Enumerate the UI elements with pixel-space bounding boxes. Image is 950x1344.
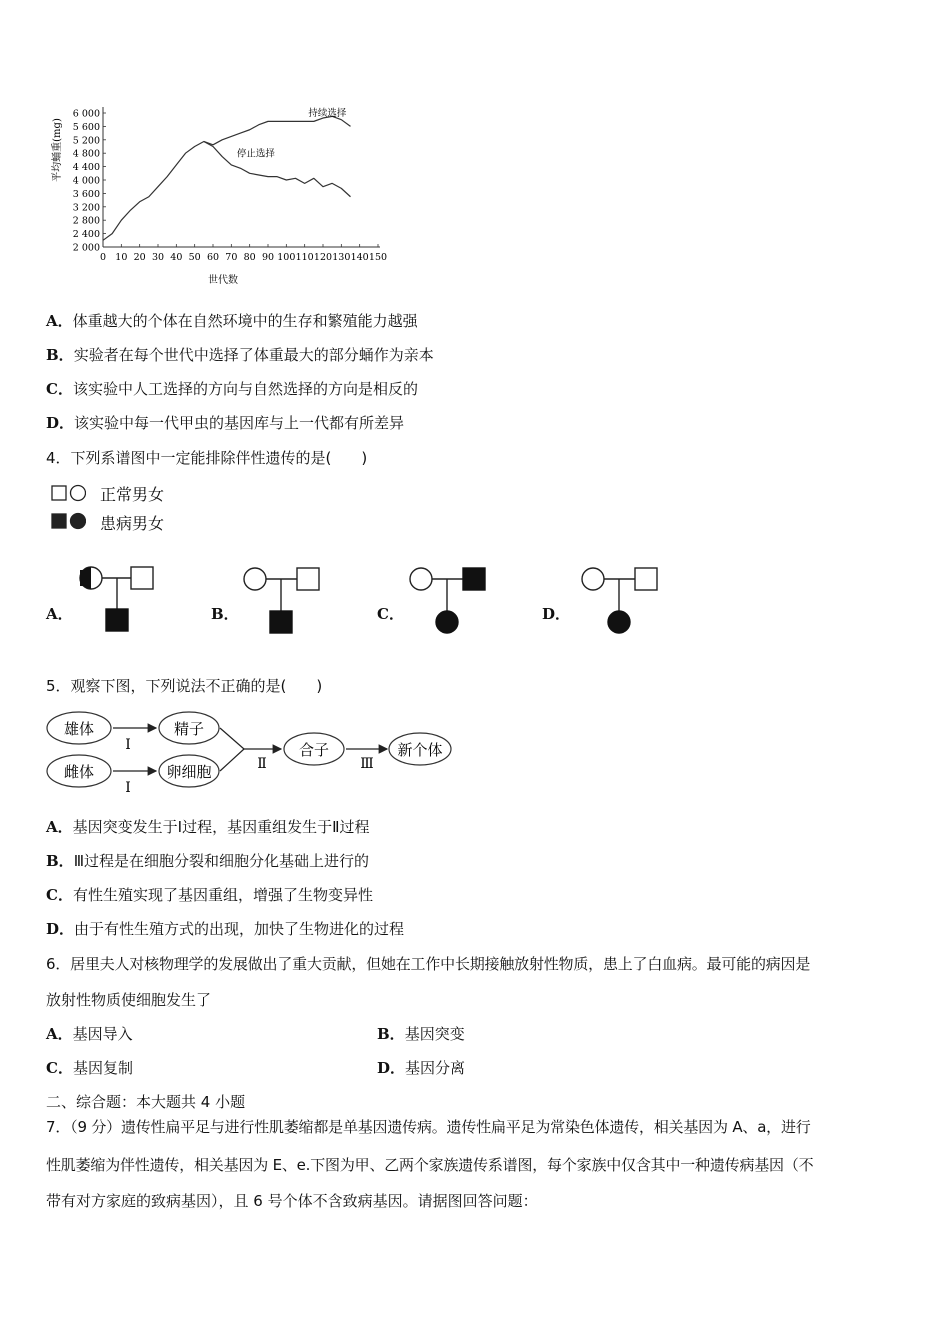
legend-affected-female-icon <box>71 514 86 529</box>
step1-top-label: Ⅰ <box>125 737 131 753</box>
q5-option-a-letter: A． <box>46 818 73 836</box>
q6-option-d <box>377 1058 465 1078</box>
q6-option-c <box>46 1058 133 1078</box>
q7-line2: 性肌萎缩为伴性遗传，相关基因为 E、e.下图为甲、乙两个家族遗传系谱图，每个家族中仅含其中一种遗传病基因（不 <box>46 1156 814 1174</box>
chart-y-label: 平均蛹重(mg) <box>52 118 63 182</box>
q7-line1: 7．（9 分）遗传性扁平足与进行性肌萎缩都是单基因遗传病。遗传性扁平足为常染色体遗传，相关基因为 A、a，进行 <box>46 1118 811 1136</box>
q5-stem: 5．观察下图，下列说法不正确的是( ) <box>46 677 323 695</box>
q3-option-a-text: 体重越大的个体在自然环境中的生存和繁殖能力越强 <box>72 312 418 330</box>
q3-option-b-text: 实验者在每个世代中选择了体重最大的部分蛹作为亲本 <box>73 346 434 364</box>
pedigree-d-daughter-icon <box>608 611 630 633</box>
pedigree-b-father-icon <box>297 568 319 590</box>
pedigree-b-mother-icon <box>244 568 266 590</box>
y-tick-label: 3 600 <box>72 188 100 200</box>
x-tick-label: 80 <box>243 252 256 263</box>
q6-option-c-text: 基因复制 <box>72 1059 133 1077</box>
q5-option-c-letter: C． <box>46 886 73 904</box>
x-tick-label: 110 <box>295 252 314 263</box>
q5-option-b <box>46 851 369 871</box>
x-tick-label: 130 <box>332 252 351 263</box>
legend-affected-label: 患病男女 <box>100 514 165 533</box>
q6-option-d-text: 基因分离 <box>405 1059 466 1077</box>
series-label-1: 持续选择 <box>308 108 347 119</box>
sperm-label: 精子 <box>173 720 205 738</box>
series-label-2: 停止选择 <box>236 148 275 160</box>
q4-stem: 4．下列系谱图中一定能排除伴性遗传的是( ) <box>46 449 368 467</box>
x-tick-label: 30 <box>151 252 165 263</box>
pedigree-c <box>402 562 492 637</box>
q5-option-c <box>46 885 373 905</box>
pedigree-a-label: A． <box>46 605 73 623</box>
q3-option-c <box>46 379 418 399</box>
q5-option-a <box>46 817 369 837</box>
pedigree-c-mother-icon <box>410 568 432 590</box>
q7-line3: 带有对方家庭的致病基因），且 6 号个体不含致病基因。请据图回答问题： <box>46 1192 538 1210</box>
pedigree-d <box>574 562 664 637</box>
legend-normal-label: 正常男女 <box>100 485 165 504</box>
q3-option-a-letter: A． <box>46 312 73 330</box>
legend-affected-male-icon <box>52 514 66 528</box>
q5-option-d-letter: D． <box>46 920 75 938</box>
zygote-label: 合子 <box>298 741 330 759</box>
y-tick-label: 2 000 <box>72 242 100 254</box>
step2-label: Ⅱ <box>257 756 267 772</box>
pedigree-a-son-icon <box>106 609 128 631</box>
pupa-weight-chart <box>40 95 400 295</box>
chart-y-ticks <box>73 109 106 254</box>
q6-option-b-text: 基因突变 <box>404 1025 465 1043</box>
legend-normal-female-icon <box>71 486 86 501</box>
y-tick-label: 2 800 <box>72 215 100 227</box>
pedigree-b <box>238 562 328 637</box>
section-heading: 二、综合题：本大题共 4 小题 <box>46 1093 246 1111</box>
x-tick-label: 20 <box>133 252 146 263</box>
step3-label: Ⅲ <box>360 756 374 772</box>
chart-series <box>103 107 351 240</box>
q6-stem-line2: 放射性物质使细胞发生了 <box>46 991 212 1009</box>
q5-option-c-text: 有性生殖实现了基因重组，增强了生物变异性 <box>72 886 373 904</box>
q3-option-a <box>46 311 418 331</box>
y-tick-label: 5 600 <box>72 121 100 133</box>
x-tick-label: 50 <box>188 252 201 263</box>
male-label: 雄体 <box>63 720 95 738</box>
q3-option-c-text: 该实验中人工选择的方向与自然选择的方向是相反的 <box>72 380 418 398</box>
pedigree-b-label: B． <box>211 605 239 623</box>
q6-stem-line1: 6．居里夫人对核物理学的发展做出了重大贡献，但她在工作中长期接触放射性物质，患上了白血病。最可能的病因是 <box>46 955 811 973</box>
chart-axes <box>103 107 380 247</box>
q3-option-d-letter: D． <box>46 414 75 432</box>
pedigree-b-son-icon <box>270 611 292 633</box>
legend-symbols <box>50 483 86 531</box>
q5-option-d-text: 由于有性生殖方式的出现，加快了生物进化的过程 <box>74 920 405 938</box>
q3-option-d-text: 该实验中每一代甲虫的基因库与上一代都有所差异 <box>74 414 405 432</box>
x-tick-label: 100 <box>277 252 296 263</box>
female-label: 雌体 <box>63 763 95 781</box>
q6-option-a-letter: A． <box>46 1025 73 1043</box>
pedigree-d-mother-icon <box>582 568 604 590</box>
x-tick-label: 150 <box>368 252 388 263</box>
q6-option-b <box>377 1024 465 1044</box>
pedigree-c-father-icon <box>463 568 485 590</box>
y-tick-label: 6 000 <box>72 108 100 120</box>
x-tick-label: 60 <box>206 252 220 263</box>
q6-option-c-letter: C． <box>46 1059 73 1077</box>
q6-option-d-letter: D． <box>377 1059 406 1077</box>
q6-option-a <box>46 1024 133 1044</box>
x-tick-label: 120 <box>313 252 333 263</box>
pedigree-a-father-icon <box>131 567 153 589</box>
pedigree-a-mother-shade <box>80 570 90 586</box>
q5-option-b-letter: B． <box>46 852 74 870</box>
q3-option-d <box>46 413 404 433</box>
y-tick-label: 5 200 <box>72 135 100 147</box>
x-tick-label: 40 <box>170 252 183 263</box>
q5-option-b-text: Ⅲ过程是在细胞分裂和细胞分化基础上进行的 <box>73 852 370 870</box>
x-tick-label: 70 <box>225 252 238 263</box>
egg-label: 卵细胞 <box>166 763 212 781</box>
reproduction-diagram <box>44 706 464 798</box>
q6-option-b-letter: B． <box>377 1025 405 1043</box>
q6-option-a-text: 基因导入 <box>72 1025 133 1043</box>
x-tick-label: 0 <box>99 252 107 263</box>
x-tick-label: 140 <box>350 252 369 263</box>
legend-normal-male-icon <box>52 486 66 500</box>
pedigree-d-father-icon <box>635 568 657 590</box>
y-tick-label: 4 000 <box>72 175 100 187</box>
series-line-2 <box>204 141 351 196</box>
step1-bottom-label: Ⅰ <box>125 780 131 796</box>
q3-option-b-letter: B． <box>46 346 74 364</box>
pedigree-a <box>72 562 162 637</box>
q5-option-a-text: 基因突变发生于Ⅰ过程，基因重组发生于Ⅱ过程 <box>72 818 370 836</box>
pedigree-d-label: D． <box>542 605 571 623</box>
x-tick-label: 90 <box>261 252 275 263</box>
x-tick-label: 10 <box>115 252 128 263</box>
q3-option-c-letter: C． <box>46 380 73 398</box>
y-tick-label: 4 800 <box>72 148 100 160</box>
new-individual-label: 新个体 <box>397 741 443 759</box>
pedigree-c-daughter-icon <box>436 611 458 633</box>
y-tick-label: 2 400 <box>72 229 100 241</box>
q5-option-d <box>46 919 404 939</box>
q3-option-b <box>46 345 434 365</box>
pedigree-c-label: C． <box>377 605 404 623</box>
y-tick-label: 4 400 <box>72 162 100 174</box>
y-tick-label: 3 200 <box>72 202 100 214</box>
chart-x-label: 世代数 <box>208 275 238 286</box>
